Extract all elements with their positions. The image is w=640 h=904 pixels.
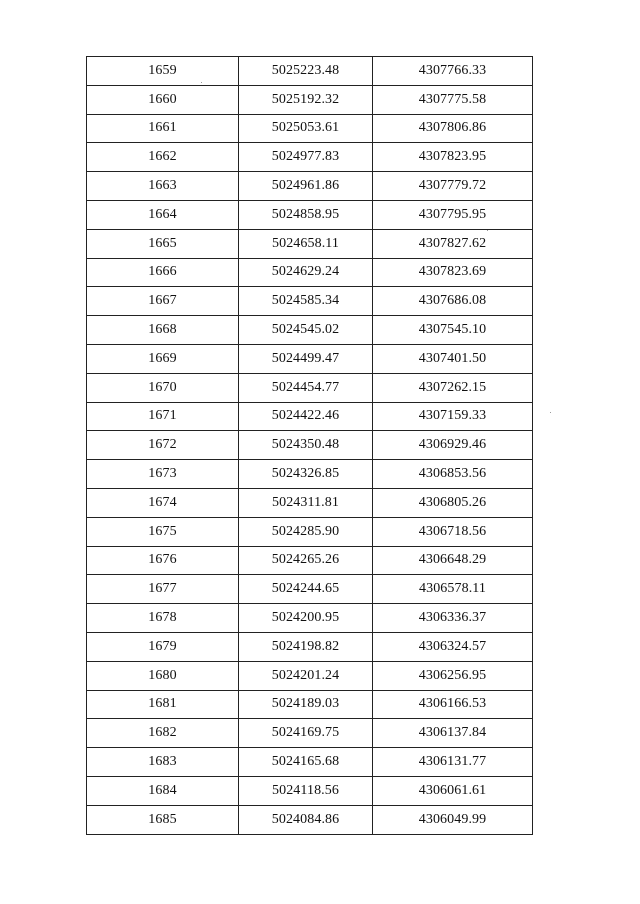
table-row: [87, 604, 533, 633]
table-row: [87, 316, 533, 345]
x-coordinate-cell: 5025053.61: [239, 114, 373, 143]
x-coordinate-cell: 5024326.85: [239, 460, 373, 489]
x-coordinate-cell: 5024422.46: [239, 402, 373, 431]
y-coordinate-cell: 4307775.58: [373, 85, 533, 114]
point-number-cell: 1675: [87, 517, 239, 546]
x-coordinate-cell: 5024961.86: [239, 172, 373, 201]
point-number-cell: 1666: [87, 258, 239, 287]
y-coordinate-cell: 4307545.10: [373, 316, 533, 345]
point-number-cell: 1659: [87, 57, 239, 86]
table-row: [87, 431, 533, 460]
table-row: [87, 200, 533, 229]
point-number-cell: 1663: [87, 172, 239, 201]
table-row: [87, 690, 533, 719]
table-row: [87, 344, 533, 373]
point-number-cell: 1660: [87, 85, 239, 114]
point-number-cell: 1677: [87, 575, 239, 604]
table-row: [87, 546, 533, 575]
y-coordinate-cell: 4307827.62: [373, 229, 533, 258]
table-row: [87, 85, 533, 114]
coordinate-table: [86, 56, 533, 835]
y-coordinate-cell: 4307686.08: [373, 287, 533, 316]
point-number-cell: 1682: [87, 719, 239, 748]
scan-speck: [487, 230, 488, 231]
x-coordinate-cell: 5024265.26: [239, 546, 373, 575]
y-coordinate-cell: 4306718.56: [373, 517, 533, 546]
y-coordinate-cell: 4306578.11: [373, 575, 533, 604]
y-coordinate-cell: 4307823.95: [373, 143, 533, 172]
y-coordinate-cell: 4307779.72: [373, 172, 533, 201]
scan-speck: [201, 82, 202, 83]
y-coordinate-cell: 4306131.77: [373, 748, 533, 777]
table-row: [87, 287, 533, 316]
table-row: [87, 575, 533, 604]
y-coordinate-cell: 4307401.50: [373, 344, 533, 373]
point-number-cell: 1661: [87, 114, 239, 143]
table-row: [87, 172, 533, 201]
table-row: [87, 57, 533, 86]
point-number-cell: 1665: [87, 229, 239, 258]
table-row: [87, 719, 533, 748]
x-coordinate-cell: 5024350.48: [239, 431, 373, 460]
x-coordinate-cell: 5024858.95: [239, 200, 373, 229]
point-number-cell: 1685: [87, 805, 239, 834]
point-number-cell: 1667: [87, 287, 239, 316]
x-coordinate-cell: 5024165.68: [239, 748, 373, 777]
point-number-cell: 1679: [87, 632, 239, 661]
table-row: [87, 748, 533, 777]
y-coordinate-cell: 4307806.86: [373, 114, 533, 143]
point-number-cell: 1664: [87, 200, 239, 229]
x-coordinate-cell: 5024585.34: [239, 287, 373, 316]
x-coordinate-cell: 5024084.86: [239, 805, 373, 834]
table-row: [87, 114, 533, 143]
y-coordinate-cell: 4306324.57: [373, 632, 533, 661]
table-row: [87, 488, 533, 517]
x-coordinate-cell: 5024200.95: [239, 604, 373, 633]
table-row: [87, 229, 533, 258]
y-coordinate-cell: 4306049.99: [373, 805, 533, 834]
point-number-cell: 1676: [87, 546, 239, 575]
point-number-cell: 1672: [87, 431, 239, 460]
y-coordinate-cell: 4306853.56: [373, 460, 533, 489]
point-number-cell: 1678: [87, 604, 239, 633]
y-coordinate-cell: 4306137.84: [373, 719, 533, 748]
y-coordinate-cell: 4306061.61: [373, 776, 533, 805]
x-coordinate-cell: 5024658.11: [239, 229, 373, 258]
y-coordinate-cell: 4307766.33: [373, 57, 533, 86]
point-number-cell: 1671: [87, 402, 239, 431]
y-coordinate-cell: 4306648.29: [373, 546, 533, 575]
table-row: [87, 661, 533, 690]
table-row: [87, 402, 533, 431]
x-coordinate-cell: 5024629.24: [239, 258, 373, 287]
x-coordinate-cell: 5024977.83: [239, 143, 373, 172]
table-row: [87, 805, 533, 834]
point-number-cell: 1681: [87, 690, 239, 719]
table-row: [87, 632, 533, 661]
y-coordinate-cell: 4306929.46: [373, 431, 533, 460]
point-number-cell: 1674: [87, 488, 239, 517]
point-number-cell: 1670: [87, 373, 239, 402]
point-number-cell: 1662: [87, 143, 239, 172]
x-coordinate-cell: 5024201.24: [239, 661, 373, 690]
table-row: [87, 776, 533, 805]
x-coordinate-cell: 5024244.65: [239, 575, 373, 604]
x-coordinate-cell: 5024198.82: [239, 632, 373, 661]
table-row: [87, 258, 533, 287]
x-coordinate-cell: 5024311.81: [239, 488, 373, 517]
point-number-cell: 1673: [87, 460, 239, 489]
point-number-cell: 1684: [87, 776, 239, 805]
point-number-cell: 1668: [87, 316, 239, 345]
x-coordinate-cell: 5024118.56: [239, 776, 373, 805]
x-coordinate-cell: 5024189.03: [239, 690, 373, 719]
y-coordinate-cell: 4307823.69: [373, 258, 533, 287]
y-coordinate-cell: 4306805.26: [373, 488, 533, 517]
x-coordinate-cell: 5025223.48: [239, 57, 373, 86]
x-coordinate-cell: 5024545.02: [239, 316, 373, 345]
y-coordinate-cell: 4306166.53: [373, 690, 533, 719]
table-row: [87, 517, 533, 546]
scan-speck: [550, 412, 551, 413]
y-coordinate-cell: 4307159.33: [373, 402, 533, 431]
point-number-cell: 1680: [87, 661, 239, 690]
x-coordinate-cell: 5024169.75: [239, 719, 373, 748]
y-coordinate-cell: 4307262.15: [373, 373, 533, 402]
x-coordinate-cell: 5024285.90: [239, 517, 373, 546]
x-coordinate-cell: 5024499.47: [239, 344, 373, 373]
table-row: [87, 460, 533, 489]
y-coordinate-cell: 4307795.95: [373, 200, 533, 229]
table-row: [87, 373, 533, 402]
table-row: [87, 143, 533, 172]
x-coordinate-cell: 5024454.77: [239, 373, 373, 402]
point-number-cell: 1669: [87, 344, 239, 373]
point-number-cell: 1683: [87, 748, 239, 777]
y-coordinate-cell: 4306336.37: [373, 604, 533, 633]
coordinate-table-body: [87, 57, 533, 835]
y-coordinate-cell: 4306256.95: [373, 661, 533, 690]
x-coordinate-cell: 5025192.32: [239, 85, 373, 114]
